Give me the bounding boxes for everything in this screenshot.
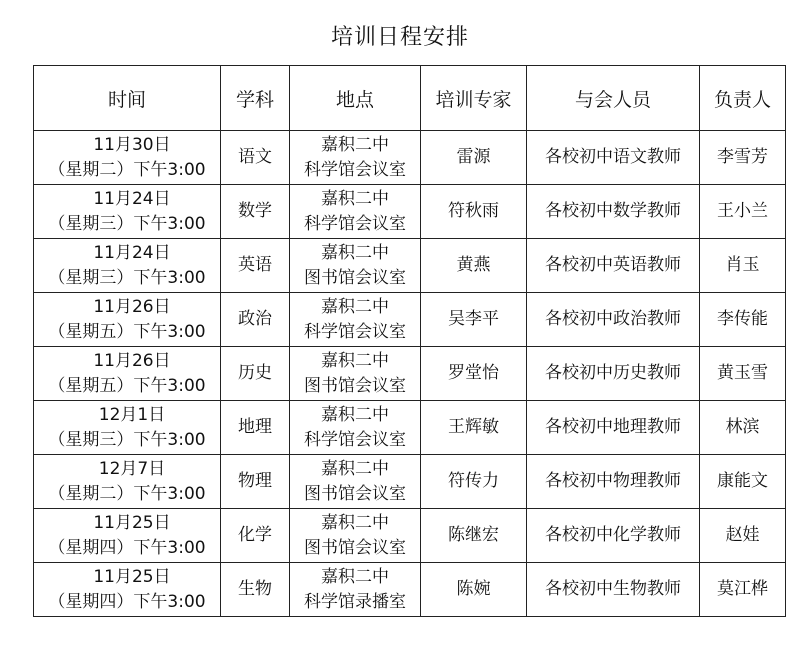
time-cell (34, 347, 221, 401)
attendees-text: 各校初中生物教师 (545, 579, 681, 599)
person-in-charge-text: 康能文 (717, 471, 768, 491)
expert-cell (421, 293, 527, 347)
person-in-charge-cell (700, 401, 786, 455)
person-in-charge-text: 王小兰 (717, 201, 768, 221)
subject-text: 化学 (238, 525, 272, 545)
subject-text: 数学 (238, 201, 272, 221)
date-text: 11月30日 (93, 134, 171, 155)
venue-school-text: 嘉积二中 (321, 242, 389, 263)
attendees-text: 各校初中历史教师 (545, 363, 681, 383)
subject-text: 历史 (238, 363, 272, 383)
time-cell (34, 293, 221, 347)
table-row (34, 131, 786, 185)
subject-text: 英语 (238, 255, 272, 275)
venue-cell (290, 509, 421, 563)
expert-text: 吴李平 (448, 309, 499, 329)
subject-cell (221, 347, 290, 401)
attendees-cell (527, 347, 700, 401)
venue-room-text: 科学馆会议室 (304, 213, 406, 234)
attendees-cell (527, 563, 700, 617)
table-header-row (34, 66, 786, 131)
attendees-cell (527, 185, 700, 239)
person-in-charge-text: 李传能 (717, 309, 768, 329)
table-row (34, 185, 786, 239)
expert-text: 罗堂怡 (448, 363, 499, 383)
subject-text: 政治 (238, 309, 272, 329)
schedule-table (33, 65, 786, 617)
person-in-charge-cell (700, 509, 786, 563)
page-title: 培训日程安排 (330, 25, 469, 50)
person-in-charge-cell (700, 347, 786, 401)
expert-cell (421, 347, 527, 401)
weekday-time-text: （星期三）下午3:00 (48, 429, 206, 450)
table-row (34, 455, 786, 509)
person-in-charge-cell (700, 239, 786, 293)
attendees-text: 各校初中政治教师 (545, 309, 681, 329)
expert-cell (421, 455, 527, 509)
weekday-time-text: （星期四）下午3:00 (48, 591, 206, 612)
attendees-text: 各校初中语文教师 (545, 147, 681, 167)
header-person-in-charge: 负责人 (700, 66, 786, 131)
subject-cell (221, 563, 290, 617)
venue-room-text: 图书馆会议室 (304, 537, 406, 558)
table-row (34, 239, 786, 293)
header-venue: 地点 (290, 66, 421, 131)
subject-cell (221, 293, 290, 347)
venue-cell (290, 563, 421, 617)
expert-cell (421, 185, 527, 239)
weekday-time-text: （星期五）下午3:00 (48, 375, 206, 396)
venue-school-text: 嘉积二中 (321, 458, 389, 479)
weekday-time-text: （星期二）下午3:00 (48, 483, 206, 504)
venue-room-text: 科学馆会议室 (304, 159, 406, 180)
venue-room-text: 科学馆录播室 (304, 591, 406, 612)
venue-cell (290, 347, 421, 401)
attendees-cell (527, 239, 700, 293)
time-cell (34, 131, 221, 185)
expert-cell (421, 401, 527, 455)
attendees-text: 各校初中物理教师 (545, 471, 681, 491)
expert-text: 陈婉 (456, 579, 491, 599)
date-text: 12月7日 (98, 458, 166, 479)
person-in-charge-text: 莫江桦 (717, 579, 768, 599)
venue-school-text: 嘉积二中 (321, 566, 389, 587)
time-cell (34, 455, 221, 509)
subject-text: 生物 (238, 579, 272, 599)
venue-cell (290, 131, 421, 185)
date-text: 11月24日 (93, 242, 171, 263)
attendees-text: 各校初中地理教师 (545, 417, 681, 437)
venue-school-text: 嘉积二中 (321, 296, 389, 317)
weekday-time-text: （星期三）下午3:00 (48, 213, 206, 234)
weekday-time-text: （星期三）下午3:00 (48, 267, 206, 288)
schedule-body (34, 131, 786, 617)
time-cell (34, 563, 221, 617)
attendees-cell (527, 131, 700, 185)
person-in-charge-cell (700, 185, 786, 239)
venue-room-text: 图书馆会议室 (304, 267, 406, 288)
venue-school-text: 嘉积二中 (321, 404, 389, 425)
header-time: 时间 (34, 66, 221, 131)
expert-text: 符传力 (448, 471, 499, 491)
person-in-charge-cell (700, 563, 786, 617)
person-in-charge-text: 肖玉 (725, 255, 760, 275)
venue-room-text: 科学馆会议室 (304, 429, 406, 450)
time-cell (34, 401, 221, 455)
attendees-cell (527, 293, 700, 347)
person-in-charge-cell (700, 293, 786, 347)
venue-school-text: 嘉积二中 (321, 134, 389, 155)
date-text: 11月24日 (93, 188, 171, 209)
weekday-time-text: （星期五）下午3:00 (48, 321, 206, 342)
venue-school-text: 嘉积二中 (321, 188, 389, 209)
venue-school-text: 嘉积二中 (321, 350, 389, 371)
attendees-cell (527, 509, 700, 563)
attendees-text: 各校初中数学教师 (545, 201, 681, 221)
subject-text: 地理 (238, 417, 272, 437)
attendees-cell (527, 455, 700, 509)
subject-cell (221, 131, 290, 185)
expert-cell (421, 509, 527, 563)
weekday-time-text: （星期四）下午3:00 (48, 537, 206, 558)
person-in-charge-text: 赵娃 (725, 525, 760, 545)
expert-cell (421, 131, 527, 185)
table-row (34, 401, 786, 455)
time-cell (34, 239, 221, 293)
header-subject: 学科 (221, 66, 290, 131)
person-in-charge-cell (700, 455, 786, 509)
header-expert: 培训专家 (421, 66, 527, 131)
attendees-cell (527, 401, 700, 455)
expert-cell (421, 563, 527, 617)
attendees-text: 各校初中英语教师 (545, 255, 681, 275)
time-cell (34, 185, 221, 239)
subject-cell (221, 239, 290, 293)
person-in-charge-text: 黄玉雪 (717, 363, 768, 383)
subject-text: 物理 (238, 471, 272, 491)
expert-text: 符秋雨 (448, 201, 499, 221)
date-text: 12月1日 (98, 404, 166, 425)
date-text: 11月25日 (93, 566, 171, 587)
venue-cell (290, 239, 421, 293)
venue-room-text: 科学馆会议室 (304, 321, 406, 342)
table-row (34, 293, 786, 347)
expert-text: 王辉敏 (448, 417, 499, 437)
expert-text: 陈继宏 (448, 525, 499, 545)
time-cell (34, 509, 221, 563)
venue-cell (290, 401, 421, 455)
weekday-time-text: （星期二）下午3:00 (48, 159, 206, 180)
attendees-text: 各校初中化学教师 (545, 525, 681, 545)
subject-cell (221, 509, 290, 563)
table-row (34, 509, 786, 563)
venue-cell (290, 185, 421, 239)
date-text: 11月25日 (93, 512, 171, 533)
subject-text: 语文 (238, 147, 272, 167)
date-text: 11月26日 (93, 350, 171, 371)
date-text: 11月26日 (93, 296, 171, 317)
venue-cell (290, 455, 421, 509)
person-in-charge-cell (700, 131, 786, 185)
person-in-charge-text: 李雪芳 (717, 147, 768, 167)
venue-cell (290, 293, 421, 347)
subject-cell (221, 401, 290, 455)
expert-text: 黄燕 (456, 255, 491, 275)
subject-cell (221, 185, 290, 239)
expert-text: 雷源 (456, 147, 491, 167)
venue-school-text: 嘉积二中 (321, 512, 389, 533)
expert-cell (421, 239, 527, 293)
table-row (34, 347, 786, 401)
venue-room-text: 图书馆会议室 (304, 375, 406, 396)
table-row (34, 563, 786, 617)
person-in-charge-text: 林滨 (725, 417, 760, 437)
subject-cell (221, 455, 290, 509)
venue-room-text: 图书馆会议室 (304, 483, 406, 504)
header-attendees: 与会人员 (527, 66, 700, 131)
